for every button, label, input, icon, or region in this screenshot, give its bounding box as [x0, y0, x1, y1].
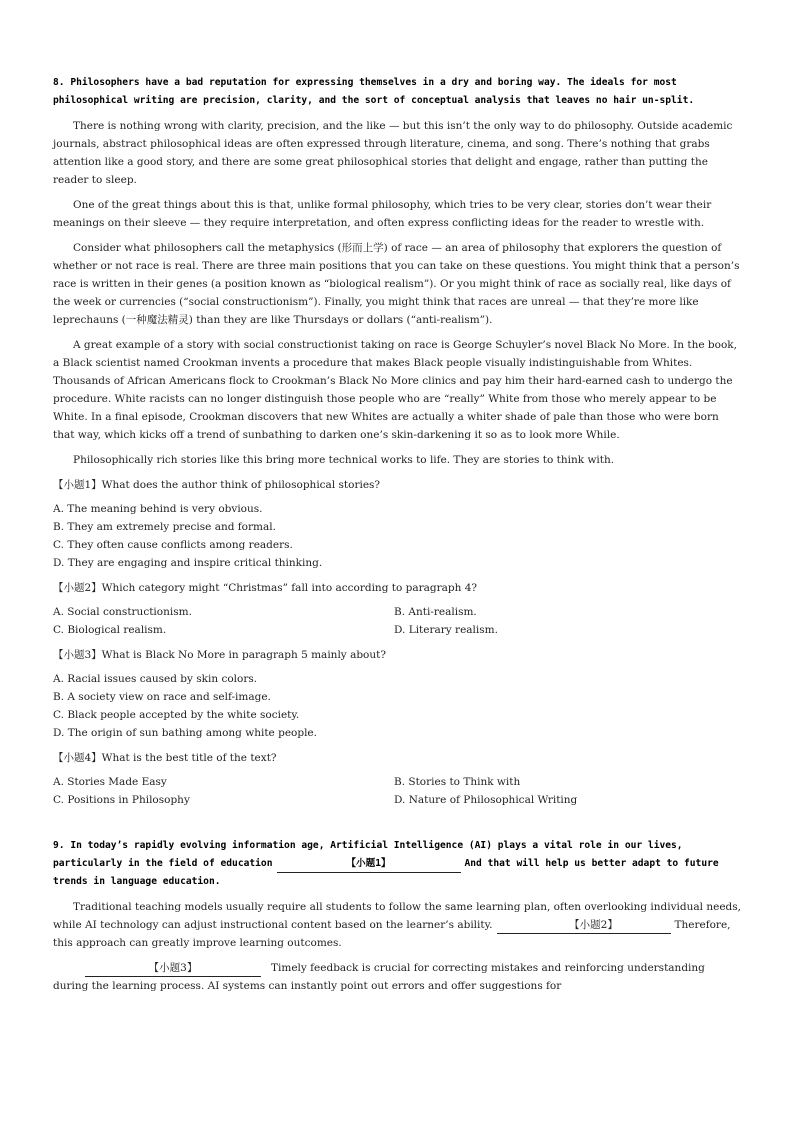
passage-paragraph: Philosophically rich stories like this bring more technical works to life. They are stories to think with.: [73, 454, 615, 466]
option-c[interactable]: C. They often cause conflicts among readers.: [53, 539, 293, 551]
paragraph-text: Traditional teaching models usually require all students to follow the same learning plan, often overlooking individual needs, while AI technology can adjust instructional content based on the learner’s ability.: [53, 901, 741, 931]
option-d[interactable]: D. They are engaging and inspire critical thinking.: [53, 557, 323, 569]
question-9-heading-text: 9. In today’s rapidly evolving information age, Artificial Intelligence (AI) plays a vital role in our lives, particularly in the field of education: [53, 840, 683, 869]
passage-paragraph: Consider what philosophers call the metaphysics (形而上学) of race — an area of philosophy that explorers the question of whether or not race is real. There are three main positions that you can take on these questions. You might think that a person’s race is written in their genes (a position known as “biological realism”). Or you might think of race as socially real, like days of the week or currencies (“social constructionism”). Finally, you might think that races are unreal — that they’re more like leprechauns (一种魔法精灵) than they are like Thursdays or dollars (“anti-realism”).: [53, 242, 740, 326]
subquestion-3-stem: 【小题3】What is Black No More in paragraph 5 mainly about?: [53, 649, 386, 661]
option-d[interactable]: D. Nature of Philosophical Writing: [394, 794, 578, 806]
option-d[interactable]: D. Literary realism.: [394, 624, 498, 636]
subquestion-1-options: [53, 500, 741, 572]
paragraph-text: Timely feedback is crucial for correcting mistakes and reinforcing understanding during the learning process. AI systems can instantly point out errors and offer suggestions for: [53, 962, 705, 992]
answer-blank-1[interactable]: 【小题1】: [277, 856, 461, 873]
option-a[interactable]: A. The meaning behind is very obvious.: [53, 503, 263, 515]
passage-paragraph: There is nothing wrong with clarity, precision, and the like — but this isn’t the only way to do philosophy. Outside academic journals, abstract philosophical ideas are often expressed through literature, cinema, and song. There’s nothing that grabs attention like a good story, and there are some great philosophical stories that delight and engage, rather than putting the reader to sleep.: [53, 120, 733, 186]
question-8-heading: 8. Philosophers have a bad reputation for expressing themselves in a dry and boring way. The ideals for most philosophical writing are precision, clarity, and the sort of conceptual analysis that leaves no hair un-split.: [53, 77, 695, 106]
passage-paragraph: [53, 898, 741, 952]
subquestion-2-stem: 【小题2】Which category might “Christmas” fall into according to paragraph 4?: [53, 582, 478, 594]
subquestion-4-options: [53, 773, 741, 809]
subquestion-3-options: [53, 670, 741, 742]
question-8: [53, 74, 741, 809]
answer-blank-2[interactable]: 【小题2】: [497, 917, 671, 934]
worksheet-page: [53, 74, 741, 1001]
option-b[interactable]: B. Anti-realism.: [394, 606, 477, 618]
subquestion-1-stem: 【小题1】What does the author think of philosophical stories?: [53, 479, 381, 491]
question-9-heading-tail: And that will help us better adapt to future trends in language education.: [53, 858, 719, 887]
option-c[interactable]: C. Positions in Philosophy: [53, 794, 190, 806]
passage-paragraph: A great example of a story with social constructionist taking on race is George Schuyler’s novel Black No More. In the book, a Black scientist named Crookman invents a procedure that makes Black people visually indistinguishable from Whites. Thousands of African Americans flock to Crookman’s Black No More clinics and pay him their hard-earned cash to undergo the procedure. White racists can no longer distinguish those people who are “really” White from those who merely appear to be White. In a final episode, Crookman discovers that new Whites are actually a whiter shade of pale than those who were born that way, which kicks off a trend of sunbathing to darken one’s skin-darkening it so as to look more While.: [53, 339, 737, 441]
option-a[interactable]: A. Stories Made Easy: [53, 776, 167, 788]
option-a[interactable]: A. Racial issues caused by skin colors.: [53, 673, 258, 685]
subquestion-2-options: [53, 603, 741, 639]
option-c[interactable]: C. Biological realism.: [53, 624, 167, 636]
option-b[interactable]: B. They am extremely precise and formal.: [53, 521, 276, 533]
option-d[interactable]: D. The origin of sun bathing among white people.: [53, 727, 317, 739]
passage-paragraph: [53, 959, 741, 995]
passage-paragraph: One of the great things about this is that, unlike formal philosophy, which tries to be very clear, stories don’t wear their meanings on their sleeve — they require interpretation, and often express conflicting ideas for the reader to wrestle with.: [53, 199, 712, 229]
option-a[interactable]: A. Social constructionism.: [53, 606, 192, 618]
question-9: [53, 837, 741, 995]
subquestion-4-stem: 【小题4】What is the best title of the text?: [53, 752, 277, 764]
option-b[interactable]: B. Stories to Think with: [394, 776, 521, 788]
question-9-heading: [53, 837, 741, 891]
option-c[interactable]: C. Black people accepted by the white society.: [53, 709, 300, 721]
option-b[interactable]: B. A society view on race and self-image.: [53, 691, 271, 703]
answer-blank-3[interactable]: 【小题3】: [85, 960, 261, 977]
paragraph-text: Therefore, this approach can greatly improve learning outcomes.: [53, 919, 731, 949]
